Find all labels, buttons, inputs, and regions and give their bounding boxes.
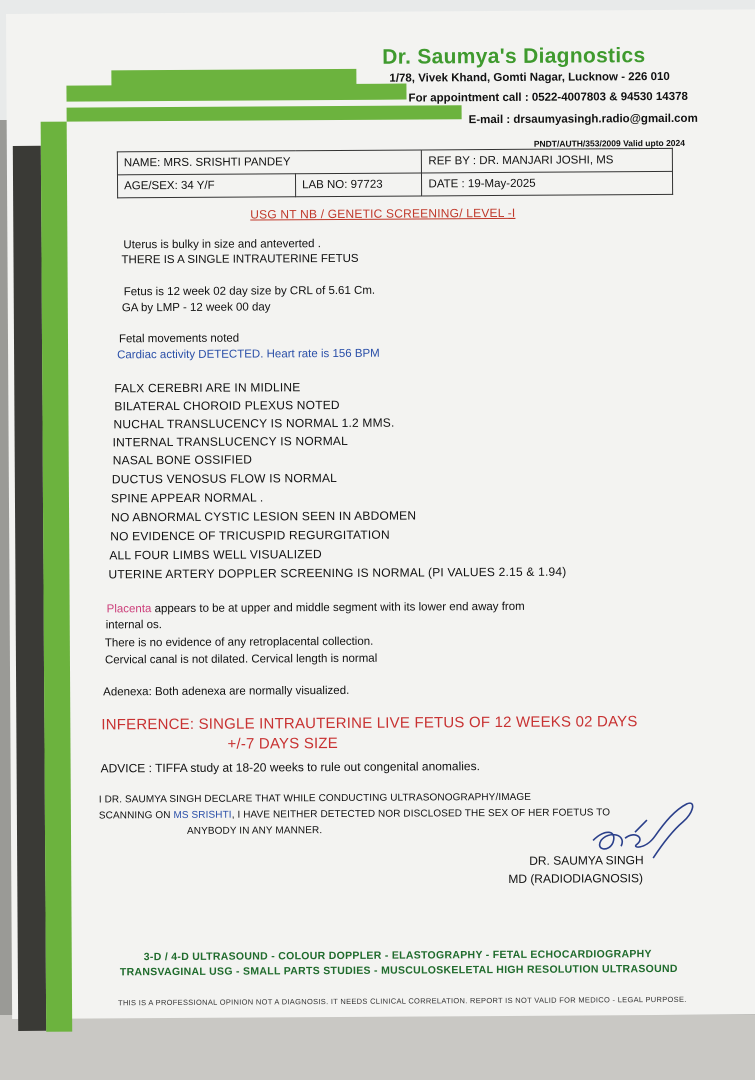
placenta-label: Placenta [106, 603, 152, 616]
disclaimer: THIS IS A PROFESSIONAL OPINION NOT A DIAGNOSIS. IT NEEDS CLINICAL CORRELATION. REPORT IS NOT VALID FOR MEDICO - LEGAL PURPOSE. [118, 994, 687, 1008]
declaration-line: ANYBODY IN ANY MANNER. [186, 825, 323, 837]
lab-number: LAB NO: 97723 [295, 173, 422, 197]
crl-finding: Fetus is 12 week 02 day size by CRL of 5.61 Cm. [123, 284, 376, 299]
uterus-finding: Uterus is bulky in size and anteverted . [123, 238, 321, 252]
advice: ADVICE : TIFFA study at 18-20 weeks to rule out congenital anomalies. [100, 759, 480, 776]
finding-item: NUCHAL TRANSLUCENCY IS NORMAL 1.2 MMS. [113, 415, 395, 432]
services-line: TRANSVAGINAL USG - SMALL PARTS STUDIES - MUSCULOSKELETAL HIGH RESOLUTION ULTRASOUND [119, 962, 678, 979]
doctor-name: DR. SAUMYA SINGH [529, 853, 644, 868]
declaration-line: I DR. SAUMYA SINGH DECLARE THAT WHILE CONDUCTING ULTRASONOGRAPHY/IMAGE [98, 791, 532, 806]
adnexa-finding: Adenexa: Both adenexa are normally visualized. [103, 684, 350, 699]
clinic-registration: PNDT/AUTH/353/2009 Valid upto 2024 [533, 137, 686, 149]
services-line: 3-D / 4-D ULTRASOUND - COLOUR DOPPLER - ELASTOGRAPHY - FETAL ECHOCARDIOGRAPHY [143, 948, 652, 964]
header-green-bar [66, 84, 406, 102]
declaration-text: , I HAVE NEITHER DETECTED NOR DISCLOSED THE SEX OF HER FOETUS TO [231, 807, 611, 821]
referred-by: REF BY : DR. MANJARI JOSHI, MS [422, 148, 673, 173]
finding-item: INTERNAL TRANSLUCENCY IS NORMAL [112, 433, 349, 450]
finding-item: DUCTUS VENOSUS FLOW IS NORMAL [111, 470, 338, 487]
finding-item: ALL FOUR LIMBS WELL VISUALIZED [109, 547, 322, 563]
cervical-finding: Cervical canal is not dilated. Cervical length is normal [104, 652, 378, 667]
header-green-bar [67, 105, 462, 121]
clinic-phone: For appointment call : 0522-4007803 & 94530 14378 [408, 90, 688, 105]
inference: INFERENCE: SINGLE INTRAUTERINE LIVE FETUS OF 12 WEEKS 02 DAYS [101, 713, 638, 734]
cardiac-activity: Cardiac activity DETECTED. Heart rate is 156 BPM [117, 347, 380, 362]
clinic-name: Dr. Saumya's Diagnostics [382, 44, 646, 69]
retroplacental-finding: There is no evidence of any retroplacental collection. [104, 635, 374, 650]
finding-item: NO ABNORMAL CYSTIC LESION SEEN IN ABDOMEN [111, 508, 417, 525]
report-title: USG NT NB / GENETIC SCREENING/ LEVEL -I [250, 205, 516, 222]
doctor-qualification: MD (RADIODIAGNOSIS) [508, 871, 644, 886]
patient-age-sex: AGE/SEX: 34 Y/F [117, 174, 295, 198]
placenta-finding [107, 601, 525, 616]
report-paper [6, 9, 755, 1019]
report-date: DATE : 19-May-2025 [422, 171, 673, 196]
declaration-patient-name: MS SRISHTI [173, 809, 232, 821]
ga-finding: GA by LMP - 12 week 00 day [121, 301, 271, 315]
patient-name: NAME: MRS. SRISHTI PANDEY [117, 150, 422, 175]
finding-item: SPINE APPEAR NORMAL . [110, 490, 264, 506]
fetal-movements: Fetal movements noted [118, 332, 240, 346]
placenta-text: appears to be at upper and middle segment with its lower end away from [151, 600, 525, 616]
finding-item: UTERINE ARTERY DOPPLER SCREENING IS NORMAL (PI VALUES 2.15 & 1.94) [108, 564, 567, 582]
fetus-finding: THERE IS A SINGLE INTRAUTERINE FETUS [121, 252, 359, 267]
finding-item: NO EVIDENCE OF TRICUSPID REGURGITATION [110, 527, 390, 544]
declaration-text: SCANNING ON [98, 809, 174, 822]
clinic-email: E-mail : drsaumyasingh.radio@gmail.com [468, 112, 698, 127]
finding-item: FALX CEREBRI ARE IN MIDLINE [114, 380, 301, 396]
letterhead-green-stripe [41, 122, 73, 1032]
finding-item: BILATERAL CHOROID PLEXUS NOTED [114, 397, 340, 414]
finding-item: NASAL BONE OSSIFIED [112, 452, 253, 468]
background-surface-bottom [0, 1015, 755, 1080]
placenta-finding-cont: internal os. [105, 619, 163, 632]
inference-size: +/-7 DAYS SIZE [227, 734, 338, 753]
clinic-address: 1/78, Vivek Khand, Gomti Nagar, Lucknow - 226 010 [389, 70, 670, 85]
patient-info-table [117, 148, 673, 198]
declaration-line [99, 807, 610, 821]
